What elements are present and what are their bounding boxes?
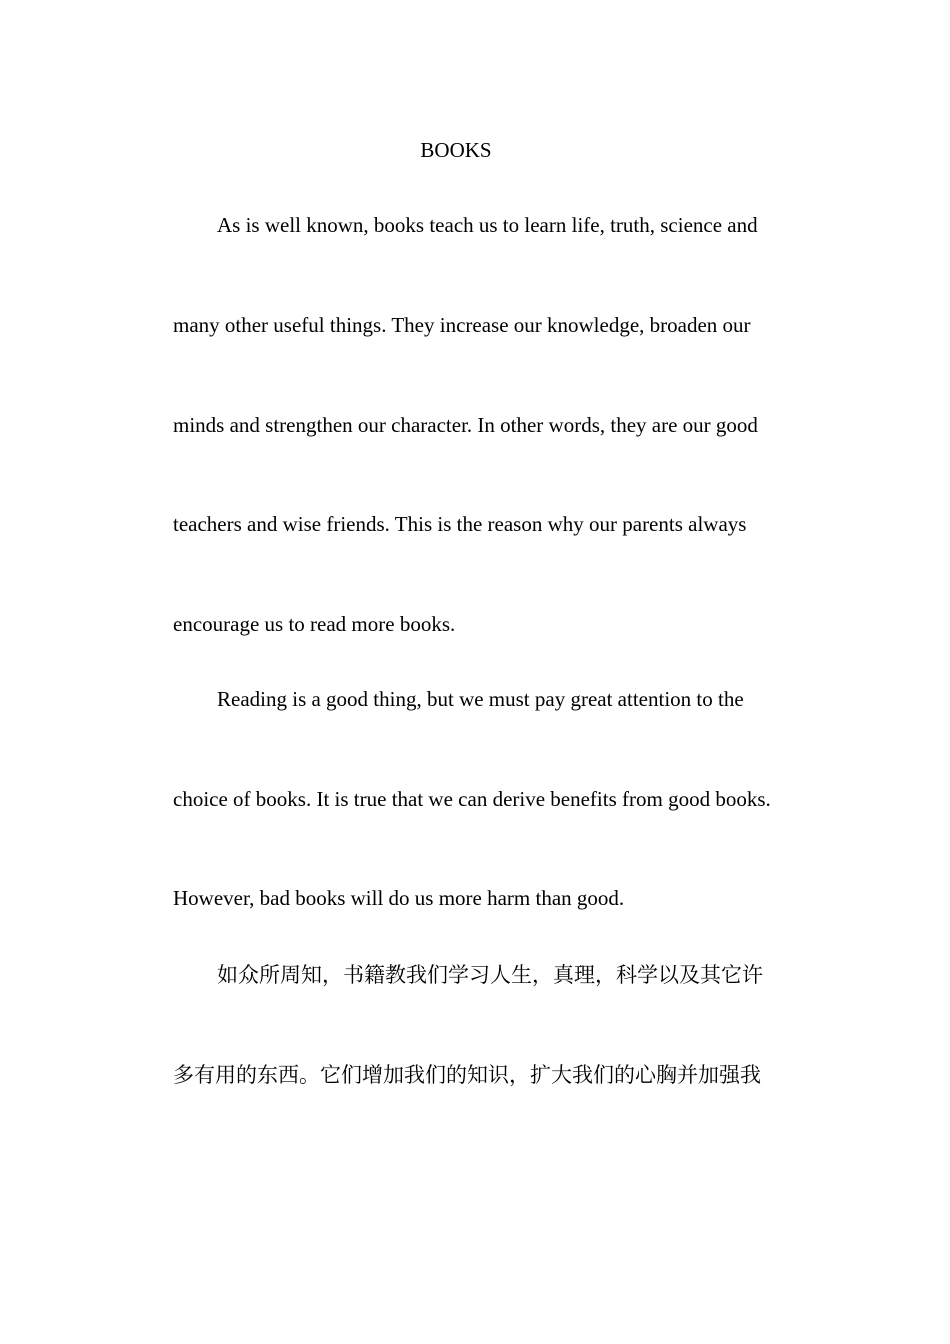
paragraph-3-line-2: 多有用的东西。它们增加我们的知识，扩大我们的心胸并加强我 [173,1063,761,1087]
document-title: BOOKS [420,138,492,162]
paragraph-2-line-3: However, bad books will do us more harm than good. [173,886,625,910]
paragraph-1-line-2: many other useful things. They increase our knowledge, broaden our [173,313,751,337]
paragraph-1-line-3: minds and strengthen our character. In other words, they are our good [173,413,758,437]
paragraph-2-line-2: choice of books. It is true that we can derive benefits from good books. [173,787,771,811]
paragraph-1-line-4: teachers and wise friends. This is the reason why our parents always [173,512,747,536]
paragraph-1-line-1: As is well known, books teach us to learn life, truth, science and [217,213,758,237]
paragraph-3-line-1: 如众所周知，书籍教我们学习人生，真理，科学以及其它许 [217,963,763,987]
paragraph-1-line-5: encourage us to read more books. [173,612,456,636]
paragraph-2-line-1: Reading is a good thing, but we must pay great attention to the [217,687,744,711]
